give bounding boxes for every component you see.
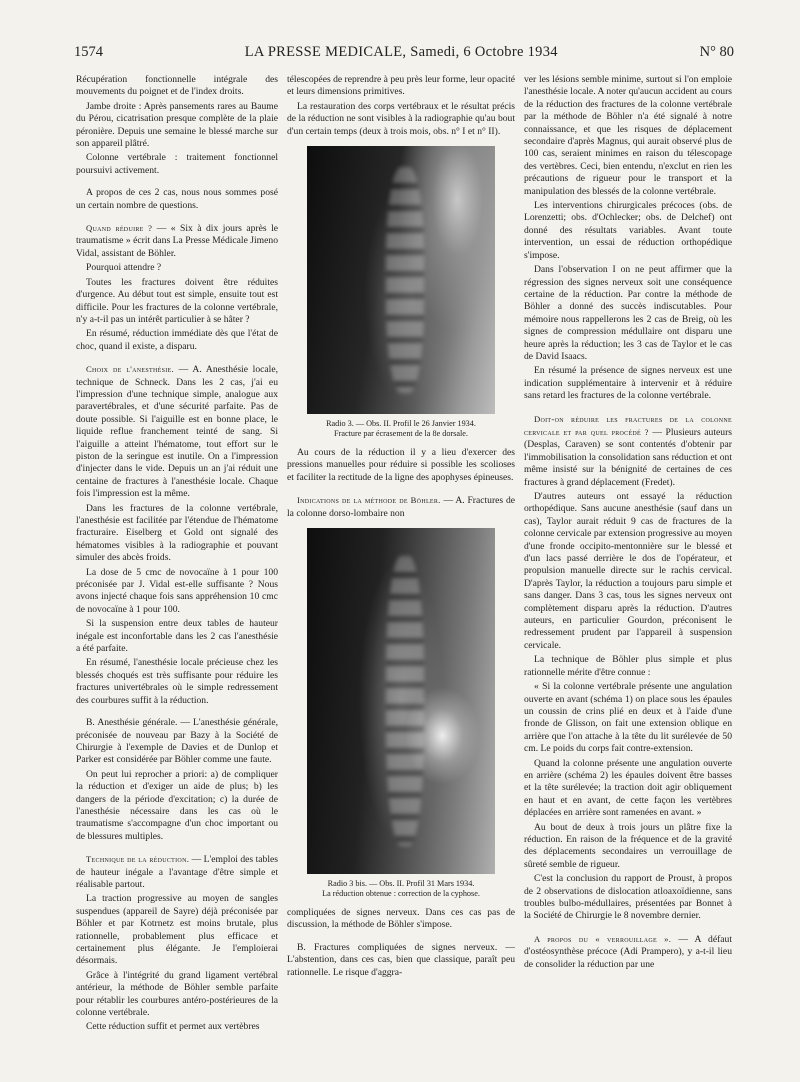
paragraph: « Si la colonne vertébrale présente une angulation ouverte en avant (schéma 1) on place sous les épaules un coussin de crins plié en deux et à l'aide d'une fronde de Glisson, on fait une extension oblique en arrière que l'on attache à la tête du lit surélevée de 50 cm. Le poids du corps fait contre-extension. bbox=[524, 681, 732, 755]
paragraph: Quand réduire ? — « Six à dix jours après le traumatisme » écrit dans La Presse Médicale Jimeno Vidal, assistant de Böhler. bbox=[76, 223, 278, 259]
paragraph: La restauration des corps vertébraux et le résultat précis de la réduction ne sont visibles à la radiographie qu'au bout d'un certain temps (deux à trois mois, obs. n° I et n° II). bbox=[287, 100, 515, 137]
section-heading: Doit-on réduire les fractures de la colonne cervicale et par quel procédé ? bbox=[524, 413, 732, 437]
paragraph: Si la suspension entre deux tables de hauteur inégale est inconfortable dans les 2 cas l'anesthésie a été parfaite. bbox=[76, 618, 278, 655]
paragraph: D'autres auteurs ont essayé la réduction orthopédique. Sans aucune anesthésie (sauf dans un cas), Taylor aurait réduit 9 cas de fractures de la colonne cervicale par extension progressive au moyen d'une fronde occipito-mentonnière sur le blessé et d'un lacs passé derrière le dos de l'opérateur, et propulsion manuelle directe sur le rachis cervical. D'après Taylor, la réduction a toujours paru simple et sans danger. Dans 3 cas, tous les signes nerveux ont complètement disparu après la réduction. D'autres auteurs, en particulier Gourdon, préconisent le redressement prudent par l'appareil à suspension cervicale. bbox=[524, 491, 732, 651]
paragraph: Au bout de deux à trois jours un plâtre fixe la réduction. En raison de la fréquence et de la gravité des déplacements secondaires un verrouillage de sûreté semble de rigueur. bbox=[524, 821, 732, 870]
paragraph: Cette réduction suffit et permet aux vertèbres bbox=[86, 1021, 260, 1033]
paragraph: A propos du « verrouillage ». — A défaut d'ostéosynthèse précoce (Adi Prampero), y a-t-il lieu de consolider la réduction par une bbox=[524, 933, 732, 970]
paragraph: télescopées de reprendre à peu près leur forme, leur opacité et leurs dimensions primitives. bbox=[287, 74, 515, 98]
paragraph: Indications de la méthode de Böhler. — A. Fractures de la colonne dorso-lombaire non bbox=[287, 495, 515, 519]
xray-image-radio-3-bis bbox=[307, 528, 495, 874]
paragraph: Dans les fractures de la colonne vertébrale, l'anesthésie est facilitée par l'étendue de l'hématome fracturaire. Eiselberg et Gold ont signalé des hématomes visibles à la radiographie et pouvant simuler des abcès froids. bbox=[76, 502, 278, 564]
page-header bbox=[74, 44, 734, 66]
paragraph: La traction progressive au moyen de sangles suspendues (appareil de Sayre) déjà préconisée par Böhler et par Kotrnetz est moins brutale, plus rationnelle, probablement plus efficace et certainement plus élégante. Je l'emploierai désormais. bbox=[76, 893, 278, 967]
paragraph: Choix de l'anesthésie. — A. Anesthésie locale, technique de Schneck. Dans les 2 cas, j'ai eu l'impression d'une technique simple, analogue aux paravertébrales, et d'une sécurité parfaite. Pas de doute possible. Si l'aiguille est en bonne place, le liquide reflue franchement teinté de sang. Si l'aiguille a atteint l'hématome, tout effort sur le piston de la seringue est inutile. On a l'impression d'injecter dans le vide. Depuis un an j'ai réduit une centaine de fractures à l'anesthésie locale. Chaque fois l'impression est la même. bbox=[76, 364, 278, 500]
paragraph: compliquées de signes nerveux. Dans ces cas pas de discussion, la méthode de Böhler s'impose. bbox=[287, 907, 515, 931]
column-1 bbox=[76, 74, 278, 1074]
section-heading: Technique de la réduction. bbox=[86, 854, 190, 865]
paragraph: Jambe droite : Après pansements rares au Baume du Pérou, cicatrisation presque complète de la plaie péronière. Depuis une semaine le blessé marche sur son appareil plâtré. bbox=[76, 100, 278, 150]
figure-caption: Radio 3. — Obs. II. Profil le 26 Janvier 1934. Fracture par écrasement de la 8e dorsale. bbox=[326, 419, 476, 439]
section-heading: Indications de la méthode de Böhler. bbox=[297, 495, 441, 506]
paragraph: La dose de 5 cmc de novocaïne à 1 pour 100 préconisée par J. Vidal est-elle suffisante ? Nous avons injecté chaque fois sans appréhension 10 cmc de novocaïne à 1 pour 100. bbox=[76, 566, 278, 615]
paragraph: Au cours de la réduction il y a lieu d'exercer des pressions manuelles pour réduire si possible les scolioses et faciliter la rectitude de la ligne des apophyses épineuses. bbox=[287, 447, 515, 483]
section-heading: Quand réduire ? bbox=[86, 223, 153, 234]
paragraph: Colonne vertébrale : traitement fonctionnel poursuivi activement. bbox=[76, 152, 278, 176]
xray-image-radio-3 bbox=[307, 146, 495, 414]
figure-caption: Radio 3 bis. — Obs. II. Profil 31 Mars 1934. La réduction obtenue : correction de la cyphose. bbox=[322, 879, 480, 899]
column-2 bbox=[287, 74, 515, 1074]
paragraph: En résumé, réduction immédiate dès que l'état de choc, quand il existe, a disparu. bbox=[76, 328, 278, 352]
paragraph: Pourquoi attendre ? bbox=[86, 262, 162, 274]
paragraph: B. Anesthésie générale. — L'anesthésie générale, préconisée de nouveau par Bazy à la Société de Chirurgie à l'exemple de Davies et de Dunlop et Parker est considérée par Böhler comme une faute. bbox=[76, 717, 278, 766]
journal-title: LA PRESSE MEDICALE, Samedi, 6 Octobre 1934 bbox=[244, 44, 558, 60]
page-number: 1574 bbox=[74, 44, 103, 60]
section-heading: A propos du « verrouillage ». bbox=[534, 933, 672, 944]
section-heading: Choix de l'anesthésie. bbox=[86, 364, 174, 375]
paragraph: ver les lésions semble minime, surtout si l'on emploie l'anesthésie locale. A noter qu'aucun accident au cours de la réduction des fractures de la colonne vertébrale par la méthode de Böhler n'a été signalé à notre connaissance, et que les risques de déplacement secondaire d'après Magnus, qui aurait observé plus de 100 cas, seraient minimes en raison du télescopage des vertèbres. Ceci, bien entendu, n'exclut en rien les précautions de rigueur pour le transport et la manipulation des blessés de la colonne vertébrale. bbox=[524, 74, 732, 197]
paragraph: Toutes les fractures doivent être réduites d'urgence. Au début tout est simple, ensuite tout est difficile. Pour les fractures de la colonne vertébrale, n'y a-t-il pas un intérêt particulier à se hâter ? bbox=[76, 276, 278, 325]
paragraph: Grâce à l'intégrité du grand ligament vertébral antérieur, la méthode de Böhler semble parfaite pour rétablir les courbures antéro-postérieures de la colonne vertébrale. bbox=[76, 969, 278, 1019]
paragraph: Technique de la réduction. — L'emploi des tables de hauteur inégale a l'avantage d'être simple et réalisable partout. bbox=[76, 854, 278, 890]
paragraph: La technique de Böhler plus simple et plus rationnelle mérite d'être connue : bbox=[524, 654, 732, 678]
issue-number: N° 80 bbox=[699, 44, 734, 60]
paragraph: A propos de ces 2 cas, nous nous sommes posé un certain nombre de questions. bbox=[76, 187, 278, 211]
paragraph: En résumé la présence de signes nerveux est une indication supplémentaire à intervenir et à réduire sans retard les fractures de la colonne vertébrale. bbox=[524, 365, 732, 402]
paragraph: Récupération fonctionnelle intégrale des mouvements du poignet et de l'index droits. bbox=[76, 74, 278, 98]
paragraph: Les interventions chirurgicales précoces (obs. de Lorenzetti; obs. d'Ochlecker; obs. de Delchef) ont donné des résultats variables. Avant toute intervention, un essai de réduction orthopédique s'impose. bbox=[524, 200, 732, 261]
paragraph: C'est la conclusion du rapport de Proust, à propos de 2 observations de dislocation atloaxoïdienne, sans troubles bulbo-médullaires, présentées par Bonnet à la Société de Chirurgie le 8 novembre dernier. bbox=[524, 873, 732, 922]
paragraph: Quand la colonne présente une angulation ouverte en arrière (schéma 2) les épaules doivent être basses et la tête surélevée; la traction doit agir obliquement en haut et en avant, de cette façon les vertèbres déplacées en arrière sont ramenées en avant. » bbox=[524, 757, 732, 819]
paragraph: Dans l'observation I on ne peut affirmer que la régression des signes nerveux soit une conséquence certaine de la réduction. Par contre la méthode de Böhler a donné des succès indiscutables. Pour mémoire nous rappellerons les 2 cas de Breig, où les signes de compression médullaire ont disparu une heure après la réduction; les 3 cas de Taylor et le cas de David Isaacs. bbox=[524, 264, 732, 362]
column-3 bbox=[524, 74, 732, 1074]
paragraph: En résumé, l'anesthésie locale précieuse chez les blessés choqués est très suffisante pour réduire les fractures univertébrales où le simple redressement des courbures suffit à la réduction. bbox=[76, 657, 278, 706]
paragraph: B. Fractures compliquées de signes nerveux. — L'abstention, dans ces cas, bien que classique, paraît peu rationnelle. Le risque d'aggra- bbox=[287, 941, 515, 978]
paragraph: Doit-on réduire les fractures de la colonne cervicale et par quel procédé ? — Plusieurs auteurs (Desplas, Caraven) se sont contentés d'obtenir par l'immobilisation la consolidation sans réduction et ont même insisté sur la bénignité de certaines de ces fractures à grand déplacement (Fredet). bbox=[524, 413, 732, 488]
paragraph: On peut lui reprocher a priori: a) de compliquer la réduction et d'exiger un aide de plus; b) les dangers de la période d'excitation; c) la durée de l'anesthésie nécessaire dans les cas où le traumatisme s'accompagne d'un choc important ou de blessures multiples. bbox=[76, 768, 278, 842]
